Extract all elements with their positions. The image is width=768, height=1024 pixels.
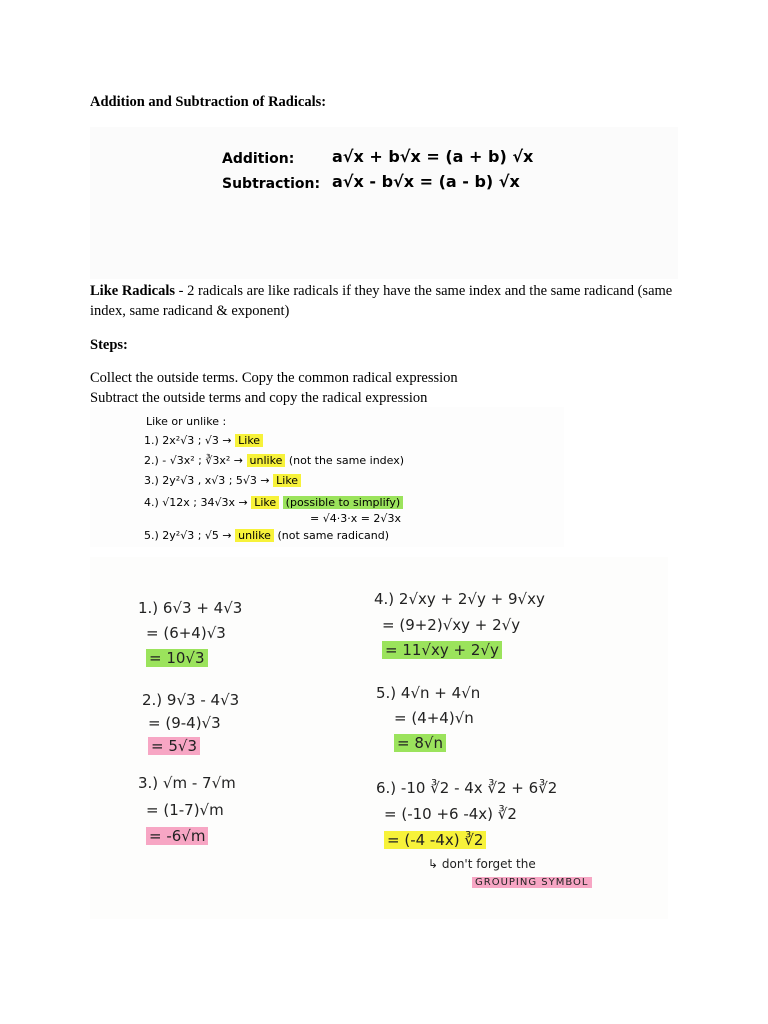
like-unlike-notes: [90, 407, 564, 547]
notes-item-question: 2.) - √3x² ; ∛3x² →: [144, 454, 244, 467]
example-4-line-1: 4.) 2√xy + 2√y + 9√xy: [374, 590, 545, 608]
step-1: Collect the outside terms. Copy the common radical expression: [90, 370, 458, 386]
example-3-answer: = -6√m: [146, 827, 208, 845]
subtraction-formula: a√x - b√x = (a - b) √x: [332, 172, 520, 191]
worked-examples: [90, 557, 668, 919]
subtraction-label: Subtraction:: [222, 176, 321, 192]
notes-item-answer: unlike: [247, 454, 286, 467]
notes-item: [144, 474, 301, 487]
example-2-line-3: [148, 737, 200, 755]
example-5-line-2: = (4+4)√n: [394, 709, 474, 727]
notes-item-question: 1.) 2x²√3 ; √3 →: [144, 434, 232, 447]
notes-item-answer: Like: [235, 434, 263, 447]
notes-item-note: (possible to simplify): [283, 496, 403, 509]
notes-item-note: (not the same index): [288, 454, 405, 467]
like-radicals-definition: [90, 281, 690, 321]
notes-item: [144, 529, 389, 542]
reminder-line-1: ↳ don't forget the: [428, 857, 536, 871]
example-5-answer: = 8√n: [394, 734, 446, 752]
notes-item: [144, 434, 263, 447]
notes-item-answer: Like: [273, 474, 301, 487]
addition-label: Addition:: [222, 151, 295, 167]
example-6-line-3: [384, 831, 486, 849]
notes-item: [144, 454, 404, 467]
example-3-line-3: [146, 827, 208, 845]
notes-heading: Like or unlike :: [146, 415, 227, 428]
example-2-line-2: = (9-4)√3: [148, 714, 221, 732]
example-3-line-1: 3.) √m - 7√m: [138, 774, 236, 792]
notes-item-answer: unlike: [235, 529, 274, 542]
formula-panel: [90, 127, 678, 279]
notes-item-question: 3.) 2y²√3 , x√3 ; 5√3 →: [144, 474, 270, 487]
example-2-answer: = 5√3: [148, 737, 200, 755]
example-6-line-2: = (-10 +6 -4x) ∛2: [384, 805, 517, 823]
notes-item-question: 5.) 2y²√3 ; √5 →: [144, 529, 232, 542]
like-radicals-term: Like Radicals: [90, 283, 175, 299]
example-1-line-3: [146, 649, 208, 667]
step-2: Subtract the outside terms and copy the radical expression: [90, 390, 428, 406]
example-1-line-1: 1.) 6√3 + 4√3: [138, 599, 243, 617]
notes-item-note: (not same radicand): [277, 529, 390, 542]
example-4-line-3: [382, 641, 502, 659]
example-4-answer: = 11√xy + 2√y: [382, 641, 502, 659]
notes-item-question: 4.) √12x ; 34√3x →: [144, 496, 248, 509]
notes-item: [144, 496, 403, 509]
addition-formula: a√x + b√x = (a + b) √x: [332, 147, 534, 166]
example-5-line-3: [394, 734, 446, 752]
like-radicals-text: - 2 radicals are like radicals if they have the same index and the same radicand (same index, same radicand & exponent): [90, 283, 673, 319]
example-3-line-2: = (1-7)√m: [146, 801, 224, 819]
example-5-line-1: 5.) 4√n + 4√n: [376, 684, 481, 702]
reminder-line-2: [472, 877, 592, 888]
notes-simplify-line: = √4·3·x = 2√3x: [310, 512, 401, 525]
page-title: Addition and Subtraction of Radicals:: [90, 94, 327, 110]
example-4-line-2: = (9+2)√xy + 2√y: [382, 616, 521, 634]
grouping-symbol-label: GROUPING SYMBOL: [472, 877, 592, 888]
steps-label: Steps:: [90, 337, 128, 353]
example-6-line-1: 6.) -10 ∛2 - 4x ∛2 + 6∛2: [376, 779, 558, 797]
notes-item-answer: Like: [251, 496, 279, 509]
example-1-answer: = 10√3: [146, 649, 208, 667]
example-6-answer: = (-4 -4x) ∛2: [384, 831, 486, 849]
example-1-line-2: = (6+4)√3: [146, 624, 226, 642]
example-2-line-1: 2.) 9√3 - 4√3: [142, 691, 240, 709]
